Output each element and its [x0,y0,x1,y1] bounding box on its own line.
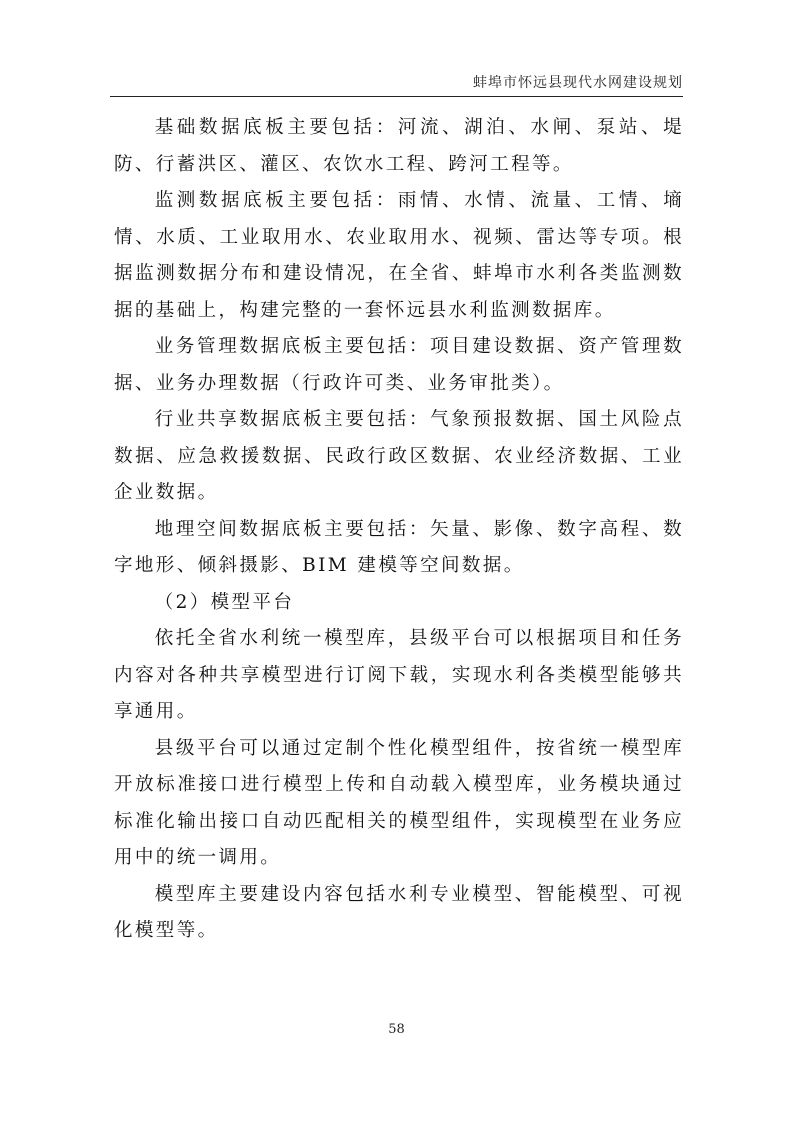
paragraph-shared-data: 行业共享数据底板主要包括：气象预报数据、国土风险点数据、应急救援数据、民政行政区数据、农业经济数据、工业企业数据。 [114,409,684,503]
paragraph-base-data: 基础数据底板主要包括：河流、湖泊、水闸、泵站、堤防、行蓄洪区、灌区、农饮水工程、跨河工程等。 [114,117,684,175]
paragraph-model-content: 模型库主要建设内容包括水利专业模型、智能模型、可视化模型等。 [114,883,684,941]
page-number: 58 [388,1022,405,1037]
paragraph-model-library: 依托全省水利统一模型库，县级平台可以根据项目和任务内容对各种共享模型进行订阅下载，实现水利各类模型能够共享通用。 [114,628,684,722]
paragraph-spatial-data: 地理空间数据底板主要包括：矢量、影像、数字高程、数字地形、倾斜摄影、BIM 建模等空间数据。 [114,518,684,576]
paragraph-county-platform: 县级平台可以通过定制个性化模型组件，按省统一模型库开放标准接口进行模型上传和自动载入模型库，业务模块通过标准化输出接口自动匹配相关的模型组件，实现模型在业务应用中的统一调用。 [114,737,684,868]
header-title: 蚌埠市怀远县现代水网建设规划 [473,75,683,91]
paragraph-monitoring-data: 监测数据底板主要包括：雨情、水情、流量、工情、墒情、水质、工业取用水、农业取用水、视频、雷达等专项。根据监测数据分布和建设情况，在全省、蚌埠市水利各类监测数据的基础上，构建完整的一套怀远县水利监测数据库。 [114,190,684,321]
running-header [110,70,683,97]
section-heading: （2）模型平台 [154,591,295,613]
page-body [114,110,684,950]
paragraph-business-data: 业务管理数据底板主要包括：项目建设数据、资产管理数据、业务办理数据（行政许可类、业务审批类）。 [114,336,684,394]
